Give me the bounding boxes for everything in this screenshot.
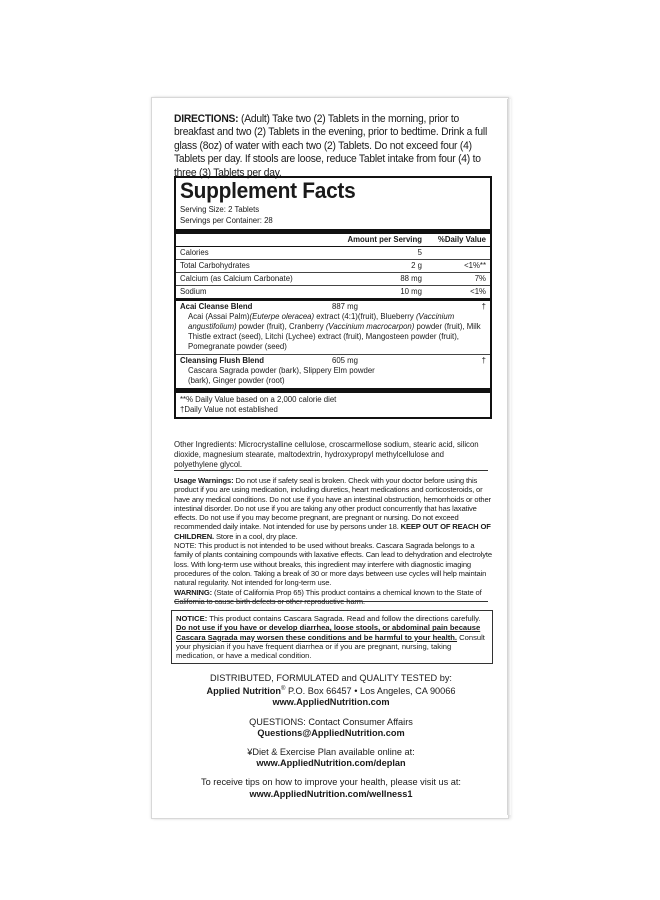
notice-box: NOTICE: This product contains Cascara Sagrada. Read and follow the directions carefully. Do not use if you have or develop diarrhea, loose stools, or abdominal pain because Cascara Sagrada may worsen these conditions and be harmful to your health. Consult your physician if you have frequent diarrhea or if you are pregnant, nursing, taking medication, or have a medical condition. — [171, 610, 493, 664]
blend-amount: 605 mg — [332, 356, 359, 365]
blend-name: Acai Cleanse Blend — [180, 302, 253, 311]
directions-text — [174, 113, 489, 180]
facts-row — [176, 260, 490, 273]
blend-amount: 887 mg — [332, 302, 359, 311]
cleansing-flush-blend — [176, 355, 490, 388]
facts-row — [176, 247, 490, 260]
label-panel — [151, 97, 509, 819]
serving-size: Serving Size: 2 Tablets — [180, 205, 260, 214]
directions-body: (Adult) Take two (2) Tablets in the morning, prior to breakfast and two (2) Tablets in the evening, prior to bedtime. Drink a full glass (8oz) of water with each two (2) Tablets. Do not exceed four (4) Tablets per day. If stools are loose, reduce Tablet intake from four (4) to three (3) Tablets per day. — [174, 113, 488, 179]
blend-dv: † — [481, 356, 486, 365]
other-ingredients: Other Ingredients: Microcrystalline cellulose, croscarmellose sodium, stearic acid, silicon dioxide, magnesium stearate, maltodextrin, hydroxypropyl methylcellulose and polyethylene glycol. — [174, 440, 479, 469]
nutrient-dv: <1%** — [464, 261, 486, 270]
blend-ingredients: Acai (Assai Palm)(Euterpe oleracea) extract (4:1)(fruit), Blueberry (Vaccinium angustifolium) powder (fruit), Cranberry (Vaccinium macrocarpon) powder (fruit), Milk Thistle extract (seed), Litchi (Lychee) extract (fruit), Mangosteen powder (fruit), Pomegranate powder (seed) — [188, 312, 481, 351]
supplement-facts-box — [174, 176, 492, 419]
directions-label: DIRECTIONS: — [174, 113, 239, 125]
servings-per-container: Servings per Container: 28 — [180, 216, 273, 225]
distributor-block: DISTRIBUTED, FORMULATED and QUALITY TESTED by: Applied Nutrition® P.O. Box 66457 • Los Angeles, CA 90066 www.AppliedNutrition.com — [206, 673, 456, 708]
facts-row — [176, 273, 490, 286]
divider-line — [174, 470, 488, 471]
nutrient-name: Sodium — [180, 287, 207, 296]
blend-dv: † — [481, 302, 486, 311]
nutrient-amount: 10 mg — [400, 287, 422, 296]
facts-footnotes — [176, 393, 490, 417]
nutrient-amount: 5 — [417, 248, 422, 257]
acai-cleanse-blend — [176, 301, 490, 355]
email-link[interactable]: Questions@AppliedNutrition.com — [257, 727, 405, 738]
nutrient-dv: <1% — [470, 287, 486, 296]
facts-row — [176, 286, 490, 298]
divider-line — [174, 601, 488, 602]
footnote-daily-value: **% Daily Value based on a 2,000 calorie diet — [180, 395, 337, 404]
nutrient-amount: 2 g — [411, 261, 422, 270]
contact-info — [174, 673, 488, 808]
nutrient-dv: 7% — [474, 274, 486, 283]
wellness-link[interactable]: www.AppliedNutrition.com/wellness1 — [249, 788, 413, 799]
wellness-block: To receive tips on how to improve your health, please visit us at: www.AppliedNutrition.com/wellness1 — [201, 777, 461, 799]
blend-name: Cleansing Flush Blend — [180, 356, 265, 365]
daily-value-header: %Daily Value — [437, 235, 486, 244]
amount-per-serving-header: Amount per Serving — [347, 235, 422, 244]
prop65-text: (State of California Prop 65) This product contains a chemical known to the State of — [213, 587, 482, 597]
supplement-facts-title: Supplement Facts — [180, 178, 356, 203]
diet-plan-block: ¥Diet & Exercise Plan available online at: www.AppliedNutrition.com/deplan — [247, 747, 415, 769]
questions-block: QUESTIONS: Contact Consumer Affairs Questions@AppliedNutrition.com — [249, 716, 413, 738]
warning-label: WARNING: — [174, 587, 213, 597]
nutrient-amount: 88 mg — [400, 274, 422, 283]
label-content — [174, 113, 492, 799]
facts-header-row — [176, 234, 490, 247]
note-text: NOTE: This product is not intended to be used without breaks. Cascara Sagrada belongs to a family of plants containing compounds with laxative effects. Can lead to dehydration and electrolyte loss. With long-term use without breaks, this ingredient may interfere with diagnostic imaging procedures of the colon. Taking a break of 30 or more days between use cycles will help maintain natural regularity. Not intended for long-term use. — [174, 541, 492, 588]
website-link[interactable]: www.AppliedNutrition.com — [272, 697, 390, 708]
usage-warnings: Usage Warnings: Do not use if safety seal is broken. Check with your doctor before using this product if you are using medication, including diuretics, heart medications and corticosteroids, or have any medical conditions. Do not use if you have an intestinal obstruction, hemorrhoids or other intestinal disorder. Do not use if you are taking any other product concurrently that has laxative effects. Do not use if you may become pregnant, are pregnant or nursing. Do not exceed recommended daily intake. Not intended for use by persons under 18. KEEP OUT OF REACH OF CHILDREN. Store in a cool, dry place. NOTE: This product is not intended to be used without breaks. Cascara Sagrada belongs to a family of plants containing compounds with laxative effects. Can lead to dehydration and electrolyte loss. With long-term use without breaks, this ingredient may interfere with diagnostic imaging procedures of the colon. Taking a break of 30 or more days between use cycles will help maintain natural regularity. Not intended for long-term use. WARNING: (State of California Prop 65) This product contains a chemical known to the State of — [174, 476, 492, 606]
nutrient-name: Total Carbohydrates — [180, 261, 250, 270]
nutrient-name: Calcium (as Calcium Carbonate) — [180, 274, 293, 283]
footnote-not-established: †Daily Value not established — [180, 405, 278, 414]
blend-ingredients: Cascara Sagrada powder (bark), Slippery Elm powder (bark), Ginger powder (root) — [188, 366, 375, 385]
nutrient-name: Calories — [180, 248, 209, 257]
deplan-link[interactable]: www.AppliedNutrition.com/deplan — [256, 758, 406, 769]
panel-shadow — [507, 99, 511, 815]
